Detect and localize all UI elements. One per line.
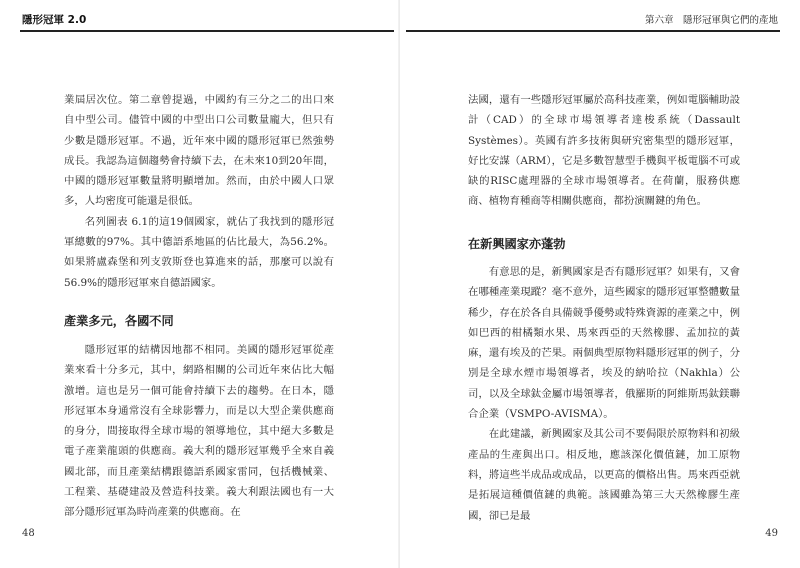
paragraph: 在此建議，新興國家及其公司不要侷限於原物料和初級產品的生產與出口。相反地，應該深化價值鏈，加工原物料，將這些半成品或成品，以更高的價格出售。馬來西亞就是拓展這種價值鏈的典範。該國雖為第三大天然橡膠生產國，卻已是最 — [468, 428, 740, 522]
paragraph: 有意思的是，新興國家是否有隱形冠軍？如果有，又會在哪種產業現蹤？毫不意外，這些國家的隱形冠軍整體數量稀少，存在於各自具備競爭優勢或特殊資源的產業之中，例如巴西的柑橘類水果、馬來西亞的天然橡膠、孟加拉的黃麻，還有埃及的芒果。兩個典型原物料隱形冠軍的例子，分別是全球水煙市場領導者，埃及的納哈拉（Nakhla）公司，以及全球鈦金屬市場領導者，俄羅斯的阿維斯馬鈦鎂聯合企業（VSMPO-AVISMA）。 — [468, 266, 740, 421]
page-number: 49 — [765, 528, 778, 539]
paragraph: 隱形冠軍的結構因地都不相同。美國的隱形冠軍從產業來看十分多元，其中，網路相關的公司近年來佔比大幅激增。這也是另一個可能會持續下去的趨勢。在日本，隱形冠軍本身通常沒有全球影響力，而是以大型企業供應商的身分，間接取得全球市場的領導地位，其中絕大多數是電子產業龍頭的供應商。義大利的隱形冠軍幾乎全來自義國北部，而且產業結構跟德語系國家雷同，包括機械業、工程業、基礎建設及營造科技業。義大利跟法國也有一大部分隱形冠軍為時尚產業的供應商。在 — [64, 344, 334, 519]
header-rule-left — [20, 30, 394, 32]
right-body-top — [468, 90, 740, 212]
left-body-bottom — [64, 340, 334, 523]
paragraph: 法國，還有一些隱形冠軍屬於高科技產業，例如電腦輔助設計（CAD）的全球市場領導者達梭系統（Dassault Systèmes）。英國有許多技術與研究密集型的隱形冠軍，好比安謀（ARM），它是多數智慧型手機與平板電腦不可或缺的RISC處理器的全球市場領導者。在荷蘭，服務供應商、植物育種商等相關供應商，都扮演關鍵的角色。 — [468, 94, 740, 208]
chapter-title: 第六章 隱形冠軍與它們的產地 — [644, 15, 778, 26]
paragraph: 業屆居次位。第二章曾提過，中國約有三分之二的出口來自中型公司。儘管中國的中型出口公司數量龐大，但只有少數是隱形冠軍。不過，近年來中國的隱形冠軍已然強勢成長。我認為這個趨勢會持續下去，在未來10到20年間，中國的隱形冠軍數量將明顯增加。然而，由於中國人口眾多，人均密度可能還是很低。 — [64, 94, 334, 208]
paragraph: 名列圖表 6.1的這19個國家，就佔了我找到的隱形冠軍總數的97%。其中德語系地區的佔比最大，為56.2%。如果將盧森堡和列支敦斯登也算進來的話，那麼可以說有56.9%的隱形冠軍來自德語國家。 — [64, 215, 334, 289]
right-body-bottom — [468, 262, 740, 526]
right-page — [400, 0, 800, 568]
section-heading: 在新興國家亦蓬勃 — [468, 237, 566, 251]
header-rule-right — [406, 30, 780, 32]
section-heading: 產業多元，各國不同 — [64, 314, 174, 328]
left-body-top — [64, 90, 334, 293]
page-number: 48 — [22, 528, 35, 539]
book-title: 隱形冠軍 2.0 — [22, 14, 87, 26]
